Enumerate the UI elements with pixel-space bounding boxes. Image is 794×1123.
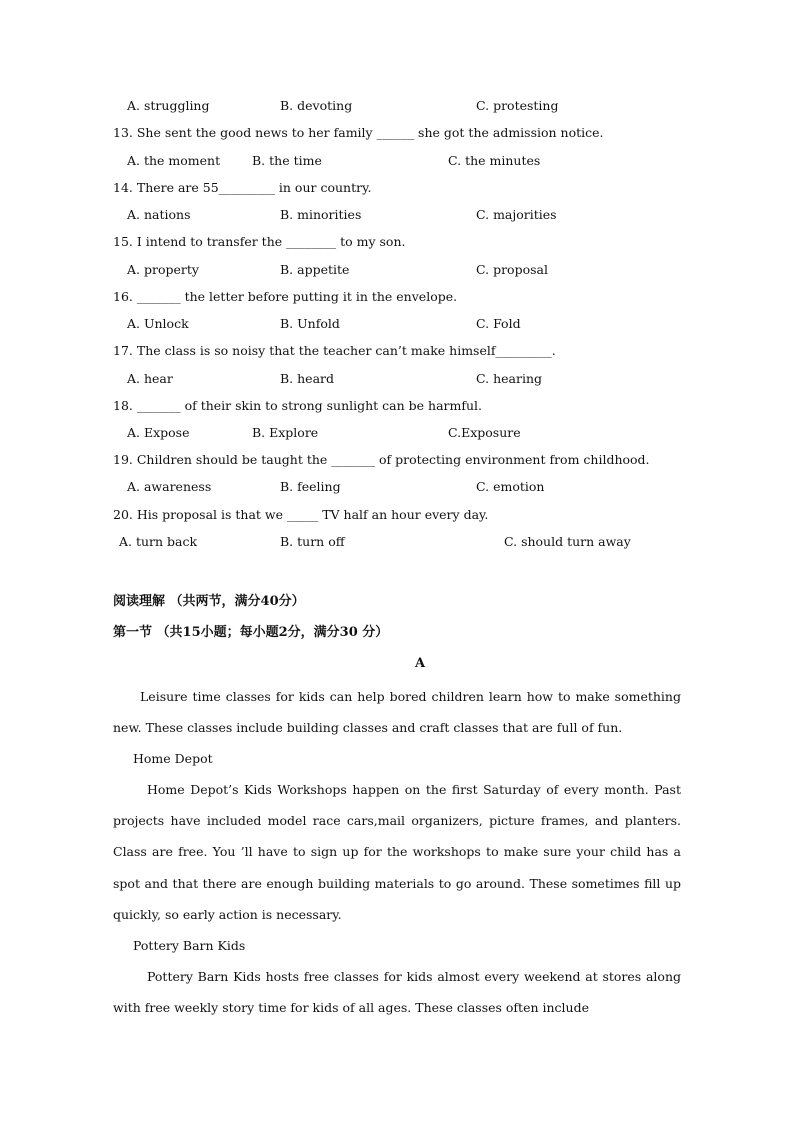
q15-stem: 15. I intend to transfer the ________ to my son. bbox=[113, 234, 406, 249]
q20-option-c: C. should turn away bbox=[504, 534, 631, 549]
home-depot-paragraph: Home Depot’s Kids Workshops happen on the first Saturday of every month. Past projects have included model race cars,mail organizers, picture frames, and planters. Class are free. You ’ll have to sign up for the workshops to make sure your child has a spot and that there are enough building materials to go around. These sometimes fill up quickly, so early action is necessary. bbox=[113, 782, 681, 922]
q15-option-a: A. property bbox=[127, 262, 199, 277]
q14-option-a: A. nations bbox=[127, 207, 191, 222]
q19-option-b: B. feeling bbox=[280, 479, 341, 494]
q16-stem: 16. _______ the letter before putting it in the envelope. bbox=[113, 289, 458, 304]
home-depot-heading: Home Depot bbox=[133, 751, 213, 766]
q12-option-b: B. devoting bbox=[280, 98, 353, 113]
q17-stem: 17. The class is so noisy that the teacher can’t make himself_________. bbox=[113, 343, 556, 358]
q14-stem: 14. There are 55_________ in our country. bbox=[113, 180, 372, 195]
q18-option-b: B. Explore bbox=[252, 425, 319, 440]
q20-option-b: B. turn off bbox=[280, 534, 345, 549]
q17-option-a: A. hear bbox=[127, 371, 173, 386]
q19-option-a: A. awareness bbox=[127, 479, 212, 494]
q16-option-b: B. Unfold bbox=[280, 316, 340, 331]
q12-option-c: C. protesting bbox=[476, 98, 559, 113]
pottery-heading: Pottery Barn Kids bbox=[133, 938, 246, 953]
subsection-title: 第一节 （共15小题；每小题2分，满分30 分） bbox=[113, 625, 389, 640]
q20-stem: 20. His proposal is that we _____ TV half an hour every day. bbox=[113, 507, 489, 522]
q17-option-b: B. heard bbox=[280, 371, 335, 386]
passage-letter: A bbox=[414, 656, 426, 671]
q19-stem: 19. Children should be taught the _______ of protecting environment from childhood. bbox=[113, 452, 650, 467]
q17-option-c: C. hearing bbox=[476, 371, 542, 386]
q18-option-a: A. Expose bbox=[127, 425, 190, 440]
q13-option-b: B. the time bbox=[252, 153, 322, 168]
q15-option-b: B. appetite bbox=[280, 262, 350, 277]
section-title: 阅读理解 （共两节，满分40分） bbox=[113, 594, 305, 609]
q20-option-a: A. turn back bbox=[119, 534, 198, 549]
q14-option-c: C. majorities bbox=[476, 207, 557, 222]
q12-option-a: A. struggling bbox=[127, 98, 210, 113]
q14-option-b: B. minorities bbox=[280, 207, 362, 222]
q16-option-a: A. Unlock bbox=[127, 316, 189, 331]
q19-option-c: C. emotion bbox=[476, 479, 545, 494]
q13-option-a: A. the moment bbox=[127, 153, 221, 168]
q15-option-c: C. proposal bbox=[476, 262, 548, 277]
q16-option-c: C. Fold bbox=[476, 316, 521, 331]
q18-stem: 18. _______ of their skin to strong sunlight can be harmful. bbox=[113, 398, 483, 413]
intro-paragraph: Leisure time classes for kids can help bored children learn how to make something new. These classes include building classes and craft classes that are full of fun. bbox=[113, 689, 681, 736]
q13-option-c: C. the minutes bbox=[448, 153, 541, 168]
q18-option-c: C.Exposure bbox=[448, 425, 521, 440]
q13-stem: 13. She sent the good news to her family ______ she got the admission notice. bbox=[113, 125, 604, 140]
pottery-paragraph: Pottery Barn Kids hosts free classes for kids almost every weekend at stores along with free weekly story time for kids of all ages. These classes often include bbox=[113, 969, 681, 1016]
